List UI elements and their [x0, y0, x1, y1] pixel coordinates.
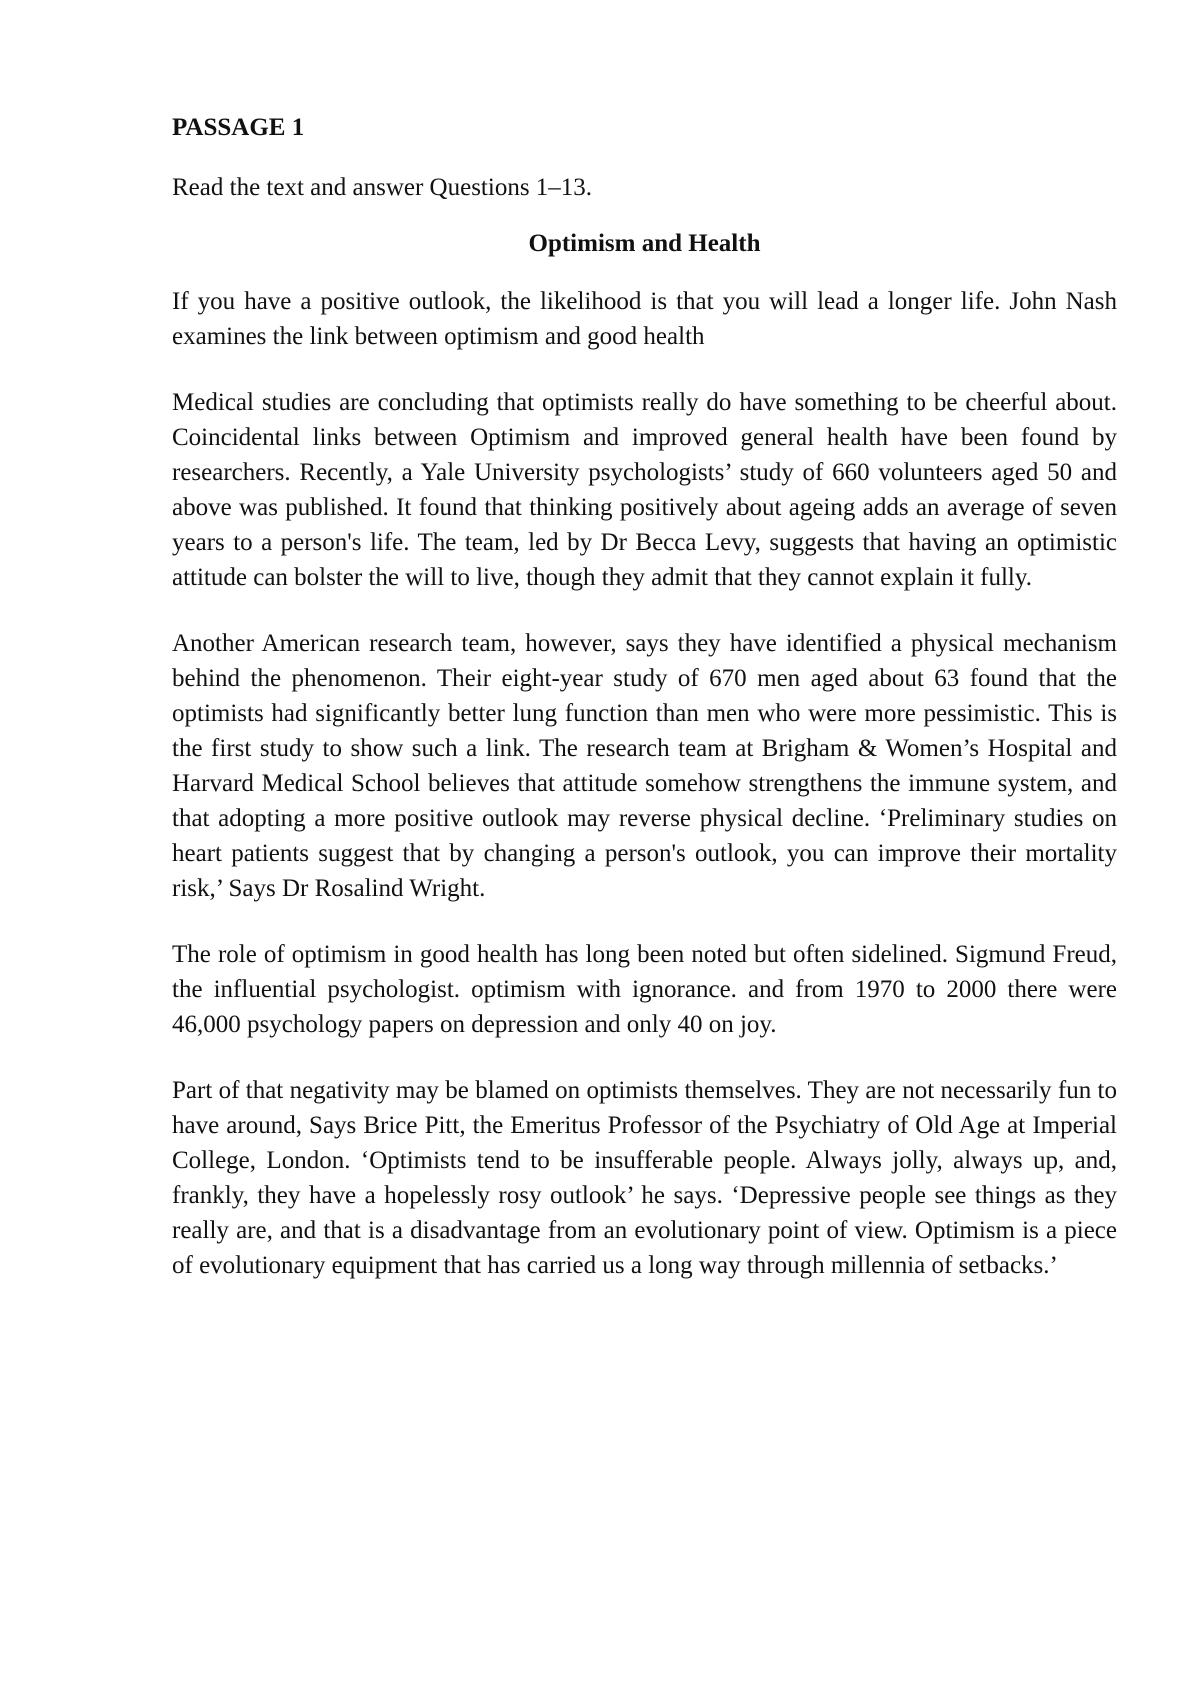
- instruction-text: Read the text and answer Questions 1–13.: [172, 174, 593, 201]
- paragraph-intro: If you have a positive outlook, the likelihood is that you will lead a longer life. John Nash examines the link between optimism and good health: [172, 288, 1117, 350]
- paragraph-harvard-study: Another American research team, however, says they have identified a physical mechanism behind the phenomenon. Their eight-year study of 670 men aged about 63 found that the optimists had significantly better lung function than men who were more pessimistic. This is the first study to show such a link. The research team at Brigham & Women’s Hospital and Harvard Medical School believes that attitude somehow strengthens the immune system, and that adopting a more positive outlook may reverse physical decline. ‘Preliminary studies on heart patients suggest that by changing a person's outlook, you can improve their mortality risk,’ Says Dr Rosalind Wright.: [172, 630, 1117, 902]
- paragraph-negativity: Part of that negativity may be blamed on optimists themselves. They are not necessarily fun to have around, Says Brice Pitt, the Emeritus Professor of the Psychiatry of Old Age at Imperial College, London. ‘Optimists tend to be insufferable people. Always jolly, always up, and, frankly, they have a hopelessly rosy outlook’ he says. ‘Depressive people see things as they really are, and that is a disadvantage from an evolutionary point of view. Optimism is a piece of evolutionary equipment that has carried us a long way through millennia of setbacks.’: [172, 1077, 1117, 1279]
- article-title: Optimism and Health: [528, 230, 761, 257]
- passage-label: PASSAGE 1: [172, 114, 305, 141]
- document-page: [172, 110, 1117, 1314]
- paragraph-freud: The role of optimism in good health has long been noted but often sidelined. Sigmund Freud, the influential psychologist. optimism with ignorance. and from 1970 to 2000 there were 46,000 psychology papers on depression and only 40 on joy.: [172, 941, 1117, 1038]
- paragraph-yale-study: Medical studies are concluding that optimists really do have something to be cheerful about. Coincidental links between Optimism and improved general health have been found by researchers. Recently, a Yale University psychologists’ study of 660 volunteers aged 50 and above was published. It found that thinking positively about ageing adds an average of seven years to a person's life. The team, led by Dr Becca Levy, suggests that having an optimistic attitude can bolster the will to live, though they admit that they cannot explain it fully.: [172, 389, 1117, 591]
